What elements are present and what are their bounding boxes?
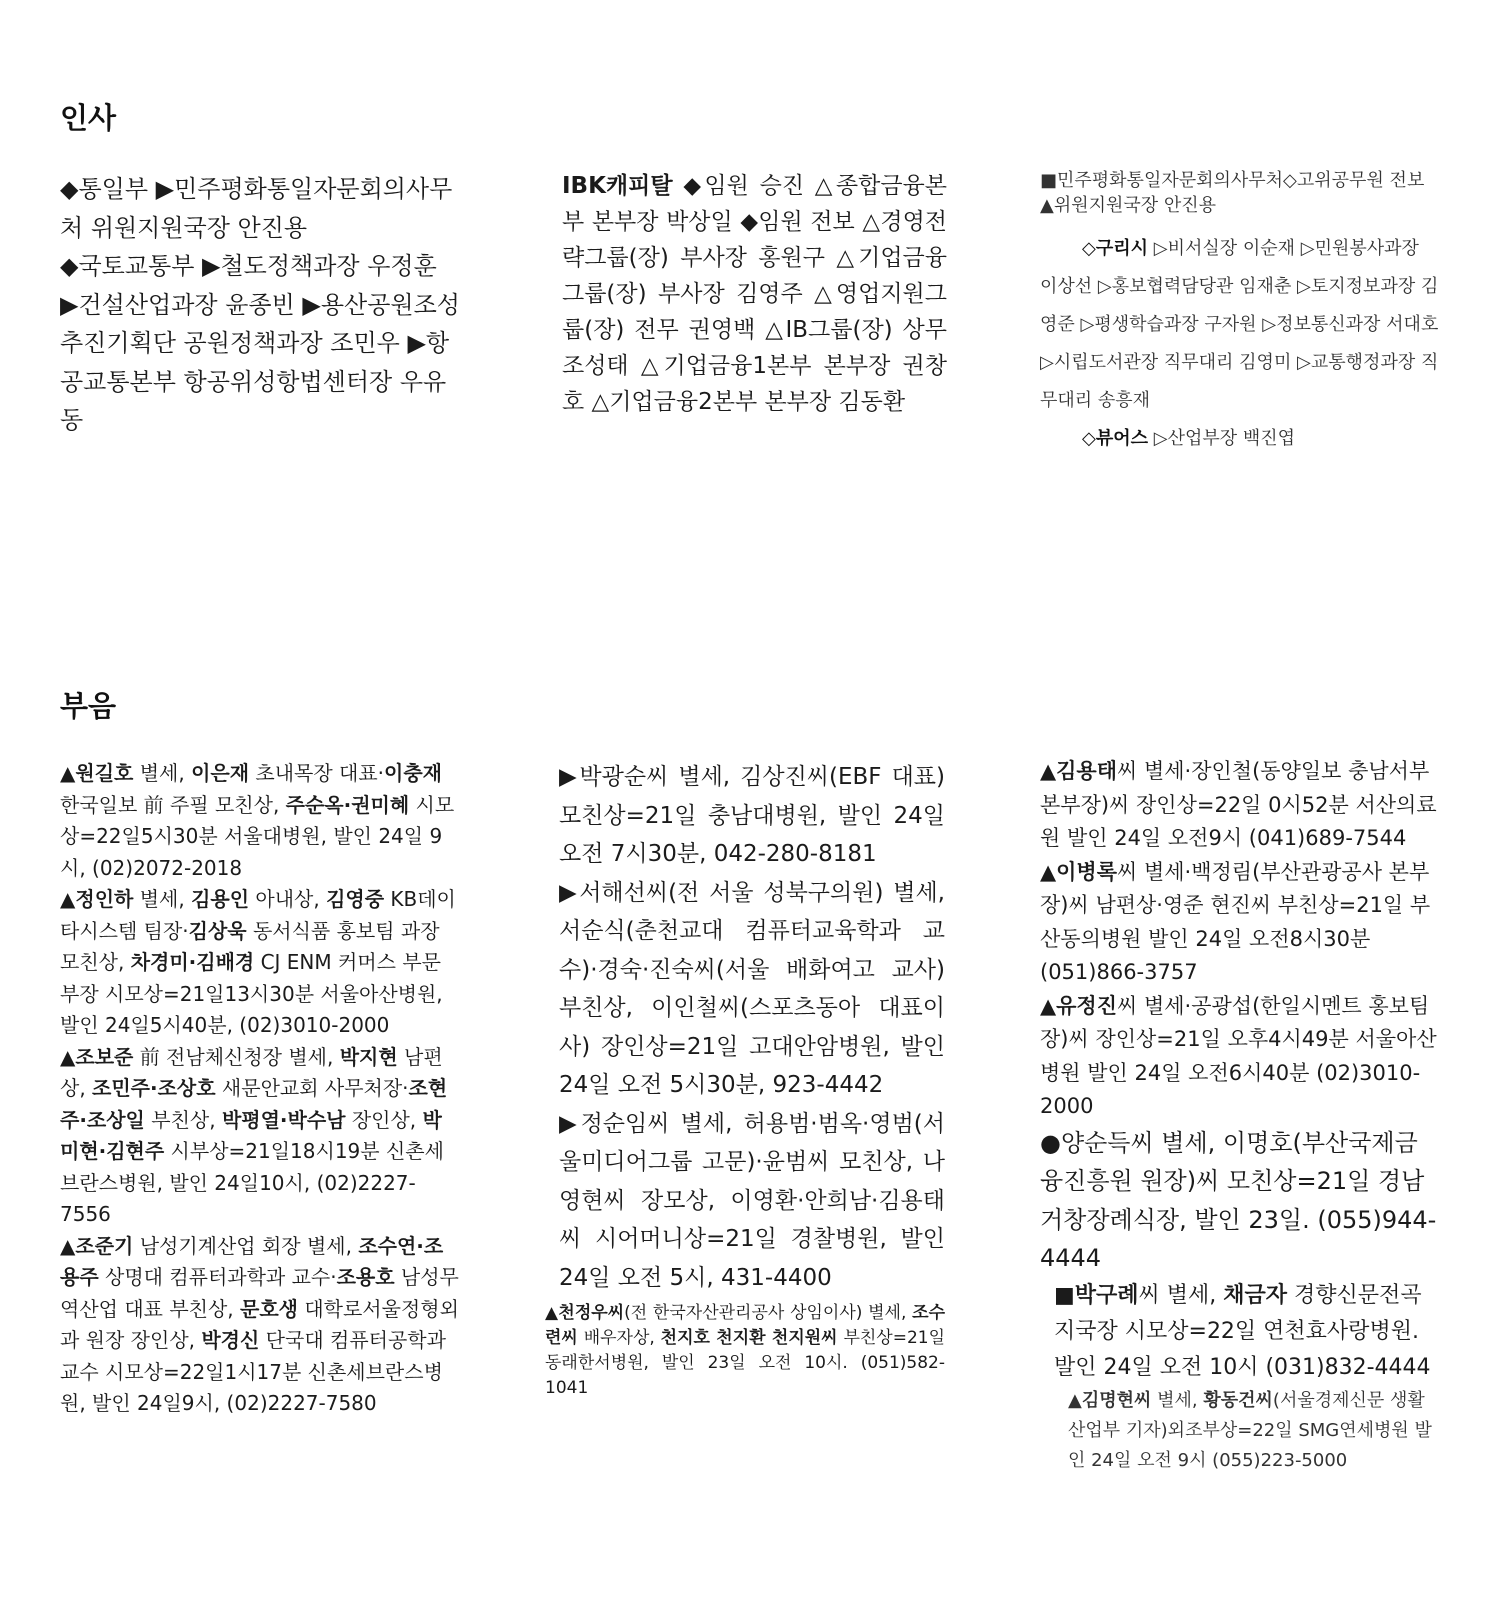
detail-text: 대학로서울정형외과 원장 장인상, <box>60 1296 459 1352</box>
name-text: ▲원길호 <box>60 761 134 785</box>
detail-text: 경향신문전곡지국장 시모상=22일 연천효사랑병원. 발인 24일 오전 10시 (031)832-4444 <box>1054 1282 1431 1380</box>
guri-text: ▷비서실장 이순재 ▷민원봉사과장 이상선 ▷홍보협력담당관 임재춘 ▷토지정보과장 김영준 ▷평생학습과장 구자원 ▷정보통신과장 서대호 ▷시립도서관장 직무대리 김영미 ▷교통행정과장 직무대리 송흥재 <box>1040 238 1439 411</box>
name-text: 박지현 <box>339 1044 398 1069</box>
name-text: 박미현·김현주 <box>60 1107 442 1163</box>
detail-text: 단국대 컴퓨터공학과 교수 시모상=22일1시17분 신촌세브란스병원, 발인 24일9시, (02)2227-7580 <box>60 1328 446 1415</box>
obituary-entry <box>60 758 460 884</box>
name-text: ▲유정진 <box>1040 993 1118 1018</box>
name-text: ▲이병록 <box>1040 859 1118 884</box>
detail-text: 동서식품 홍보팀 과장 모친상, <box>60 918 440 974</box>
bueum-column-3 <box>1040 755 1440 1476</box>
detail-text: 남성무역산업 대표 부친상, <box>60 1265 459 1321</box>
insa-entry-unification: ◆통일부 ▶민주평화통일자문회의사무처 위원지원국장 안진용 <box>60 175 453 242</box>
obituary-entry: ●양순득씨 별세, 이명호(부산국제금융진흥원 원장)씨 모친상=21일 경남거창장례식장, 발인 23일. (055)944-4444 <box>1040 1128 1437 1272</box>
insa-head-line-2: ▲위원지원국장 안진용 <box>1040 195 1217 216</box>
org-name: IBK캐피탈 <box>562 173 673 199</box>
obituary-entry <box>60 1231 460 1420</box>
name-text: 조수련씨 <box>545 1303 945 1348</box>
name-text: 김용인 <box>191 887 250 911</box>
obituary-entry: ▶정순임씨 별세, 허용범·범옥·영범(서울미디어그룹 고문)·윤범씨 모친상, 나영현씨 장모상, 이영환·안희남·김용태씨 시어머니상=21일 경찰병원, 발인 24일 오전 5시, 431-4400 <box>559 1110 945 1291</box>
detail-text: 남성기계산업 회장 별세, <box>133 1233 359 1258</box>
detail-text: 한국일보 前 주필 모친상, <box>60 792 286 817</box>
name-text: 이은재 <box>191 761 250 785</box>
detail-text: 남편상, <box>60 1044 443 1100</box>
detail-text: 배우자상, <box>577 1328 661 1348</box>
name-text: 조현주·조상일 <box>60 1076 448 1132</box>
name-text: ▲김명현씨 <box>1068 1389 1152 1411</box>
detail-text: 시부상=21일18시19분 신촌세브란스병원, 발인 24일10시, (02)2227-7556 <box>60 1139 444 1226</box>
obituary-entry <box>1040 856 1440 990</box>
name-text: ▲조준기 <box>60 1233 134 1258</box>
detail-text: 장인상, <box>345 1107 423 1132</box>
detail-text: 부친상, <box>144 1107 222 1132</box>
detail-text: KB데이타시스템 팀장· <box>60 887 456 943</box>
name-text: 김상욱 <box>188 918 247 943</box>
detail-text: 초내목장 대표· <box>249 761 385 785</box>
detail-text: 씨 별세·백정림(부산관광공사 본부장)씨 남편상·영준 현진씨 부친상=21일 부산동의병원 발인 24일 오전8시30분 (051)866-3757 <box>1040 859 1431 984</box>
name-text: 조용호 <box>336 1265 395 1289</box>
detail-text: (서울경제신문 생활산업부 기자)외조부상=22일 SMG연세병원 발인 24일 오전 9시 (055)223-5000 <box>1068 1389 1432 1471</box>
name-text: ■박구례 <box>1054 1282 1139 1308</box>
name-text: 이충재 <box>384 761 442 785</box>
insa-entry-views <box>1040 420 1440 458</box>
detail-text: CJ ENM 커머스 부문 부장 시모상=21일13시30분 서울아산병원, 발인 24일5시40분, (02)3010-2000 <box>60 950 443 1037</box>
name-text: 황동건씨 <box>1203 1389 1273 1411</box>
views-label: ◇뷰어스 <box>1082 428 1149 449</box>
detail-text: 아내상, <box>249 887 327 911</box>
obituary-entry: ▶서해선씨(전 서울 성북구의원) 별세, 서순식(춘천교대 컴퓨터교육학과 교수)·경숙·진숙씨(서울 배화여고 교사) 부친상, 이인철씨(스포츠동아 대표이사) 장인상=21일 고대안암병원, 발인 24일 오전 5시30분, 923-4442 <box>559 879 945 1098</box>
name-text: 천지호 천지환 천지원씨 <box>660 1328 838 1348</box>
detail-text: 부친상=21일 동래한서병원, 발인 23일 오전 10시. (051)582-1041 <box>545 1328 946 1398</box>
obituary-entry <box>1040 990 1440 1124</box>
name-text: ▲천정우씨 <box>545 1303 625 1323</box>
detail-text: 前 전남체신청장 별세, <box>133 1044 340 1069</box>
name-text: 조수연·조용주 <box>60 1233 444 1289</box>
name-text: 조민주·조상호 <box>92 1076 216 1100</box>
insa-column-2 <box>562 168 947 420</box>
name-text: 주순옥·권미혜 <box>285 792 410 817</box>
obituary-entry <box>60 884 460 1042</box>
detail-text: 상명대 컴퓨터과학과 교수· <box>98 1265 337 1289</box>
detail-text: 새문안교회 사무처장· <box>215 1076 409 1100</box>
obituary-entry: ▶박광순씨 별세, 김상진씨(EBF 대표) 모친상=21일 충남대병원, 발인 24일 오전 7시30분, 042-280-8181 <box>559 764 945 867</box>
bueum-column-1 <box>60 758 460 1420</box>
detail-text: 별세, <box>1151 1389 1204 1411</box>
name-text: ▲정인하 <box>60 887 134 911</box>
detail-text: (전 한국자산관리공사 상임이사) 별세, <box>624 1303 913 1323</box>
obituary-entry <box>1040 1278 1440 1386</box>
views-text: ▷산업부장 백진엽 <box>1148 428 1296 449</box>
insa-column-1 <box>60 170 460 440</box>
obituary-entry <box>1040 755 1440 856</box>
insa-column-3 <box>1040 168 1440 458</box>
insa-entry-molit: ◆국토교통부 ▶철도정책과장 우정훈 ▶건설산업과장 윤종빈 ▶용산공원조성추진기획단 공원정책과장 조민우 ▶항공교통본부 항공위성항법센터장 우유동 <box>60 252 460 434</box>
name-text: 박평열·박수남 <box>221 1107 346 1132</box>
section-title-bueum: 부음 <box>60 689 117 723</box>
insa-head-line-1: ■민주평화통일자문회의사무처◇고위공무원 전보 <box>1040 170 1425 191</box>
detail-text: 씨 별세·공광섭(한일시멘트 홍보팀장)씨 장인상=21일 오후4시49분 서울아산병원 발인 24일 오전6시40분 (02)3010-2000 <box>1040 993 1437 1118</box>
obituary-entry <box>545 1301 945 1401</box>
insa-entry-guri <box>1040 230 1440 420</box>
obituary-entry <box>1040 1386 1440 1476</box>
obituary-entry <box>60 1042 460 1231</box>
insa-entry-ibk <box>562 168 947 420</box>
detail-text: 별세, <box>133 887 192 911</box>
name-text: 차경미·김배경 <box>130 950 255 974</box>
detail-text: 별세, <box>133 761 192 785</box>
name-text: 문호생 <box>240 1296 298 1321</box>
guri-label: ◇구리시 <box>1082 238 1149 259</box>
name-text: ▲조보준 <box>60 1044 134 1069</box>
name-text: ▲김용태 <box>1040 759 1118 783</box>
name-text: 김영중 <box>326 887 385 911</box>
insa-entry-ibk-text: ◆임원 승진 △종합금융본부 본부장 박상일 ◆임원 전보 △경영전략그룹(장) 부사장 홍원구 △기업금융그룹(장) 부사장 김영주 △영업지원그룹(장) 전무 권영백 △IB그룹(장) 상무 조성태 △기업금융1본부 본부장 권창호 △기업금융2본부 본부장 김동환 <box>562 173 947 415</box>
section-title-insa: 인사 <box>60 101 117 135</box>
bueum-column-2 <box>545 758 945 1401</box>
name-text: 박경신 <box>201 1328 260 1352</box>
detail-text: 씨 별세, <box>1138 1282 1224 1308</box>
detail-text: 시모상=22일5시30분 서울대병원, 발인 24일 9시, (02)2072-2018 <box>60 792 455 880</box>
detail-text: 씨 별세·장인철(동양일보 충남서부본부장)씨 장인상=22일 0시52분 서산의료원 발인 24일 오전9시 (041)689-7544 <box>1040 759 1437 850</box>
name-text: 채금자 <box>1223 1282 1288 1308</box>
